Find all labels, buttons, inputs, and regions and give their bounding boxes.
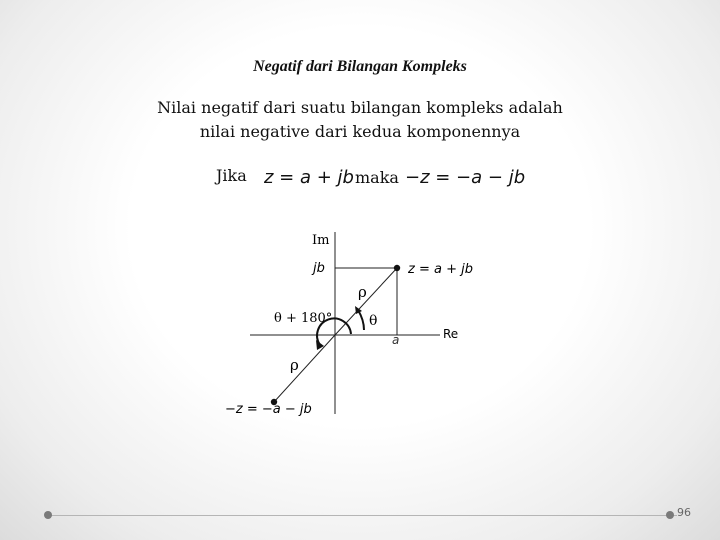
label-a: a bbox=[392, 333, 400, 347]
theta-arc bbox=[358, 310, 364, 330]
equation-negative-z: −z = −a − jb bbox=[405, 167, 526, 188]
label-negative-z: −z = −a − jb bbox=[225, 402, 312, 417]
page-number: 96 bbox=[677, 506, 691, 519]
body-line-1: Nilai negatif dari suatu bilangan kompleks adalah bbox=[157, 98, 563, 117]
label-theta-plus-180: θ + 180° bbox=[274, 311, 333, 326]
point-z bbox=[394, 265, 400, 271]
word-maka: maka bbox=[355, 168, 399, 187]
slide-title: Negatif dari Bilangan Kompleks bbox=[253, 58, 467, 75]
word-jika: Jika bbox=[216, 166, 247, 185]
footer-dot-right bbox=[666, 511, 674, 519]
label-jb: jb bbox=[313, 261, 325, 276]
label-theta: θ bbox=[369, 313, 378, 329]
equation-z: z = a + jb bbox=[264, 167, 354, 188]
vector-z bbox=[335, 268, 397, 335]
body-line-2: nilai negative dari kedua komponennya bbox=[199, 122, 521, 141]
footer-divider bbox=[47, 515, 677, 516]
label-z: z = a + jb bbox=[408, 262, 473, 277]
label-re: Re bbox=[443, 327, 459, 341]
label-im: Im bbox=[312, 233, 330, 248]
label-rho-z: ρ bbox=[358, 283, 367, 301]
label-rho-negative-z: ρ bbox=[290, 356, 299, 374]
vector-negative-z bbox=[274, 335, 335, 402]
footer-dot-left bbox=[44, 511, 52, 519]
